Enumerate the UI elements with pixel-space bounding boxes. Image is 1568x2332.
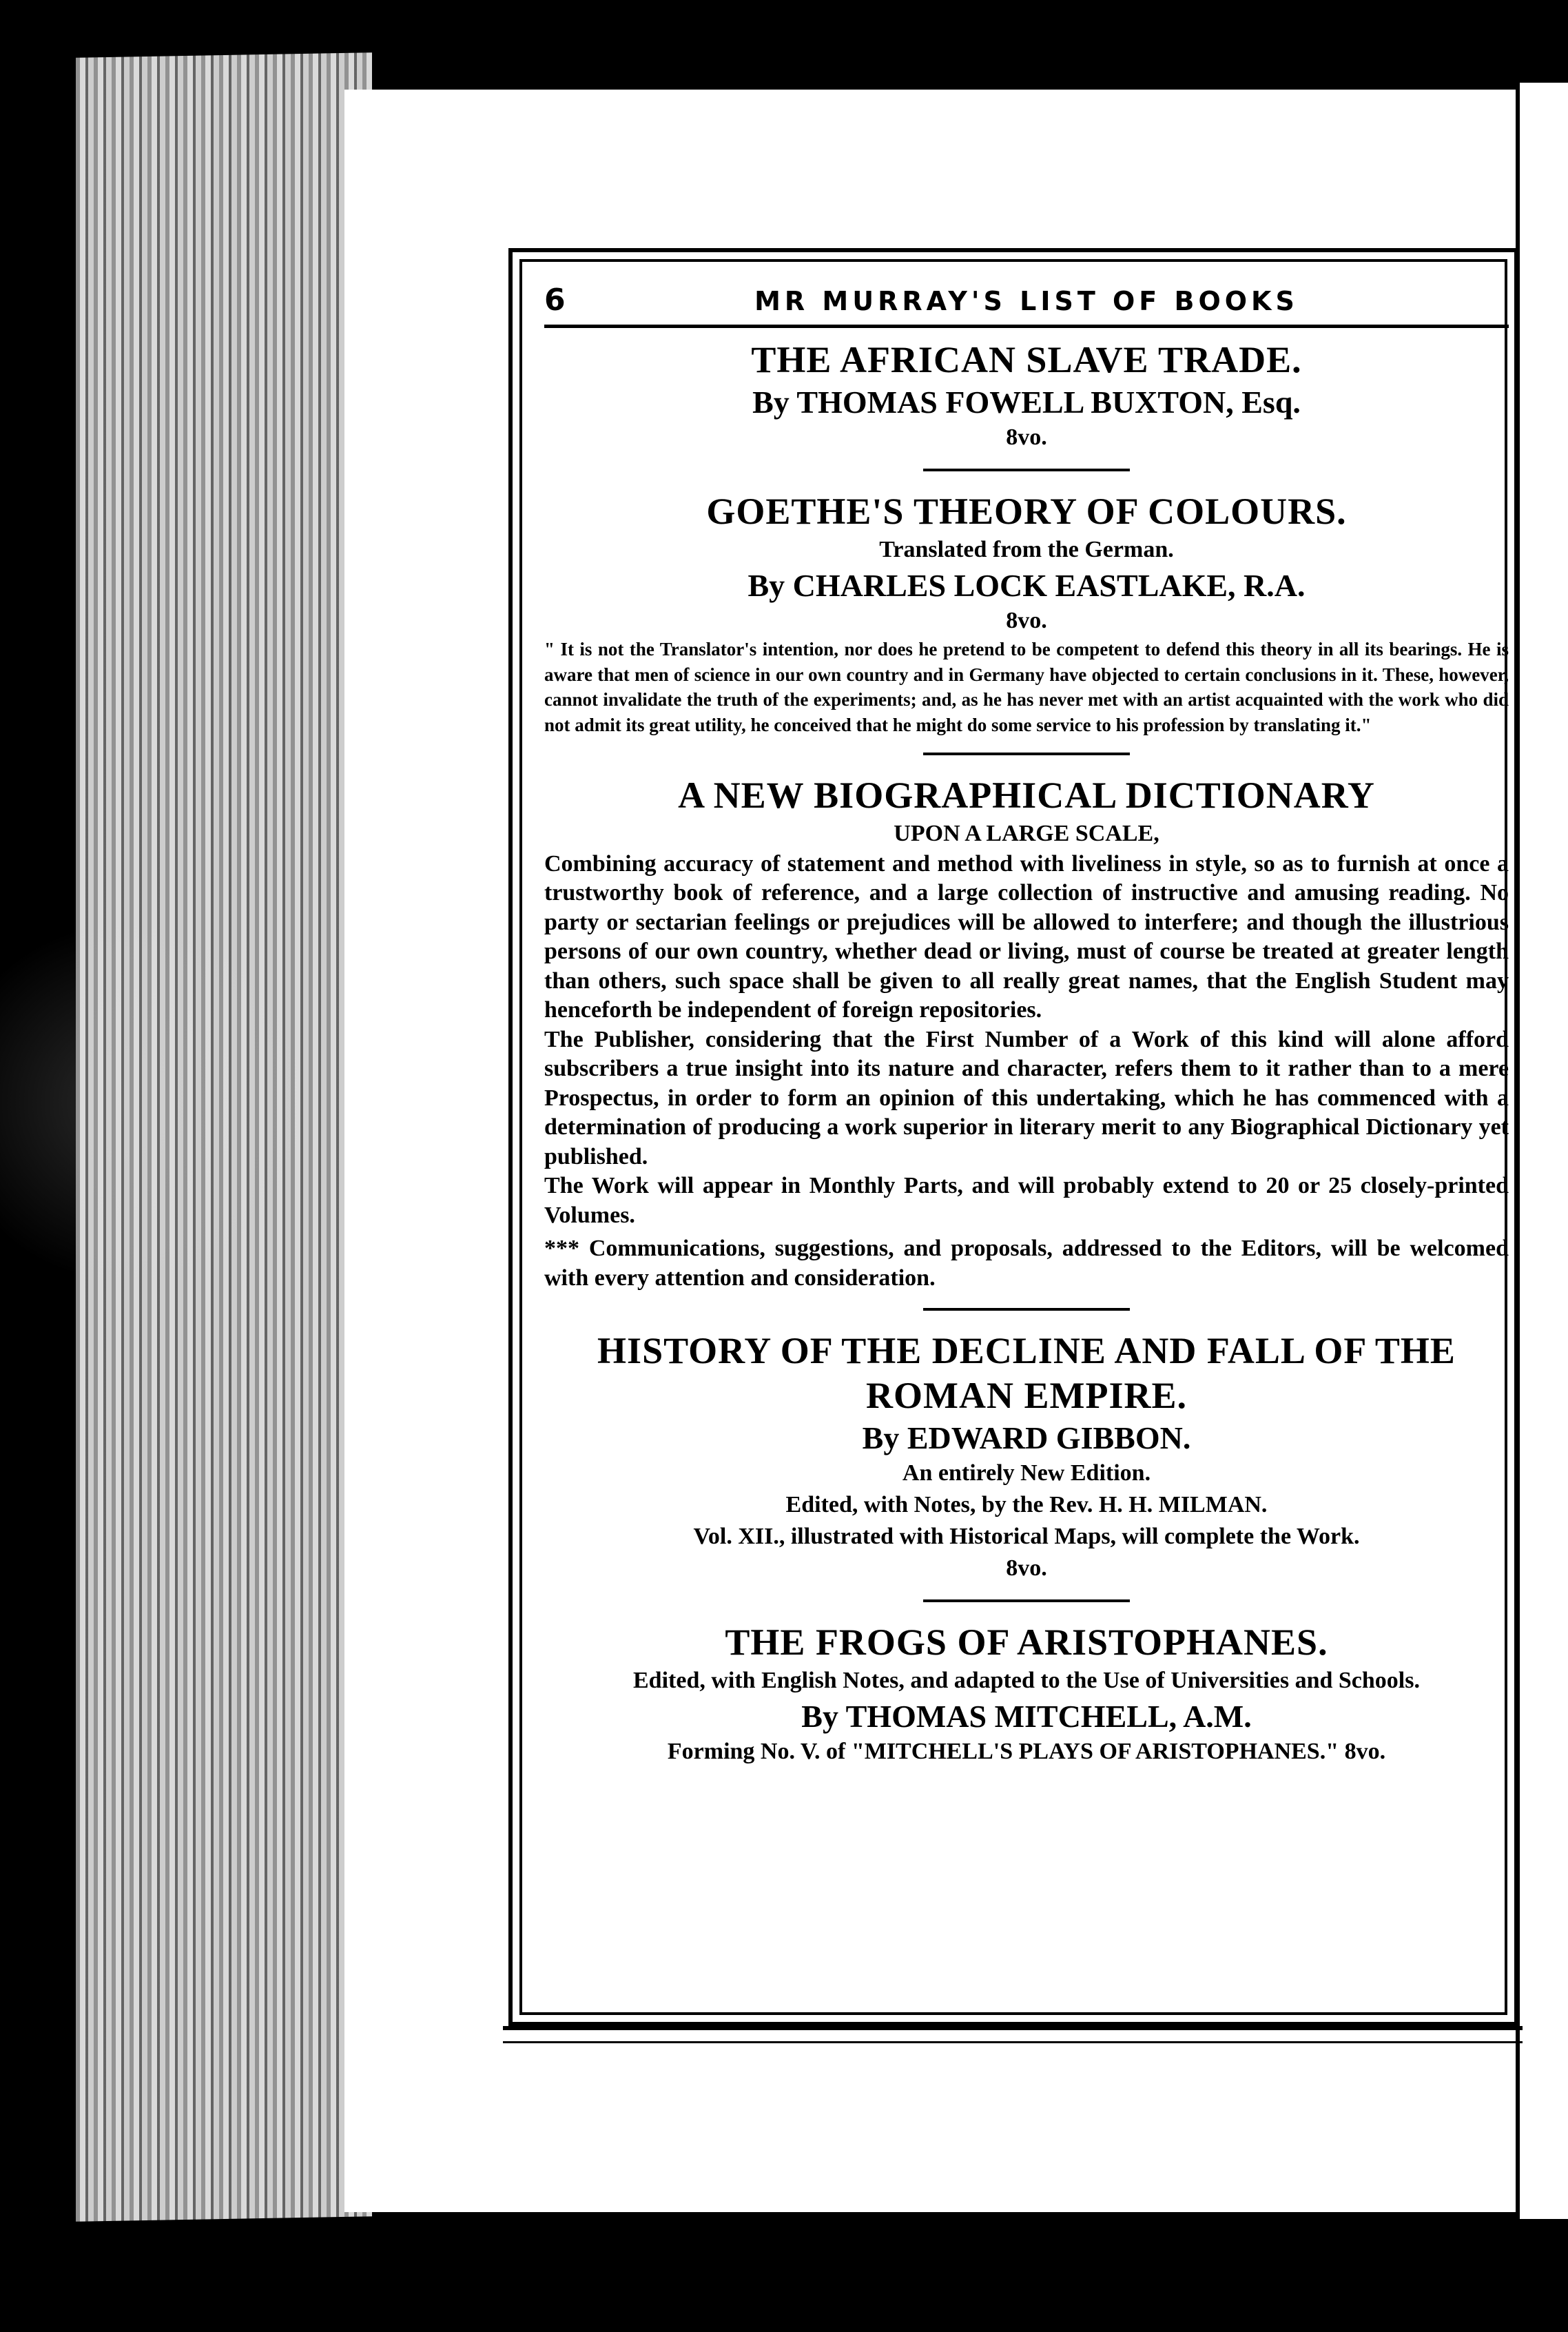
entry-paragraph: Combining accuracy of statement and method with liveliness in style, so as to furnish at once a trustworthy book of reference, and a large collection of instructive and amusing reading. No party or sectarian feelings or prejudices will be allowed to interfere; and though the illustrious persons of our own country, whether dead or living, must of course be treated at greater length than others, such space shall be given to all really great names, that the English Student may henceforth be independent of foreign repositories. xyxy=(544,850,1509,1023)
facing-page-edge xyxy=(1516,83,1568,2219)
entry-author: By EDWARD GIBBON. xyxy=(862,1420,1191,1455)
entry-subtitle: UPON A LARGE SCALE, xyxy=(894,820,1159,846)
entry-format: 8vo. xyxy=(1006,608,1047,634)
entry-title: A NEW BIOGRAPHICAL DICTIONARY xyxy=(678,775,1375,817)
entry-title: HISTORY OF THE DECLINE AND FALL OF THE ROMAN EMPIRE. xyxy=(597,1330,1456,1416)
running-title: MR MURRAY'S LIST OF BOOKS xyxy=(754,286,1299,316)
entry-title: GOETHE'S THEORY OF COLOURS. xyxy=(706,491,1347,533)
entry-author: By THOMAS MITCHELL, A.M. xyxy=(801,1698,1252,1734)
entry-frogs-of-aristophanes xyxy=(544,1620,1509,1768)
entry-paragraph: *** Communications, suggestions, and proposals, addressed to the Editors, will be welcomed with every attention and consideration. xyxy=(544,1236,1509,1291)
entry-subtitle: Edited, with English Notes, and adapted to the Use of Universities and Schools. xyxy=(633,1667,1420,1693)
entry-quote: " It is not the Translator's intention, nor does he pretend to be competent to defend this theory in all its bearings. He is aware that men of science in our own country and in Germany have objected to certain conclusions in it. These, however, cannot invalidate the truth of the experiments; and, as he has never met with an artist acquainted with the work who did not admit its great utility, he conceived that he might do some service to his profession by translating it." xyxy=(544,639,1509,735)
entry-author: By THOMAS FOWELL BUXTON, Esq. xyxy=(752,384,1301,420)
entry-title: THE AFRICAN SLAVE TRADE. xyxy=(751,339,1302,380)
divider-rule xyxy=(923,1599,1130,1602)
book-page-edges xyxy=(76,52,372,2222)
divider-rule xyxy=(923,469,1130,471)
advertisement-content xyxy=(544,283,1509,1768)
divider-rule xyxy=(923,753,1130,755)
bottom-border-rule xyxy=(503,2026,1523,2043)
entry-decline-and-fall xyxy=(544,1329,1509,1584)
page-number: 6 xyxy=(544,283,566,318)
entry-biographical-dictionary xyxy=(544,773,1509,1293)
entry-paragraph: The Publisher, considering that the First Number of a Work of this kind will alone afford subscribers a true insight into its nature and character, refers them to it rather than to a mere Prospectus, in order to form an opinion of this undertaking, which he has commenced with a determination of producing a work superior in literary merit to any Biographical Dictionary yet published. xyxy=(544,1026,1509,1169)
entry-line: Edited, with Notes, by the Rev. H. H. MILMAN. xyxy=(785,1492,1268,1518)
entry-line: 8vo. xyxy=(1006,1555,1047,1581)
entry-author: By CHARLES LOCK EASTLAKE, R.A. xyxy=(747,567,1306,603)
entry-goethe-theory xyxy=(544,489,1509,737)
running-header xyxy=(544,283,1509,328)
divider-rule xyxy=(923,1308,1130,1311)
entry-line: Vol. XII., illustrated with Historical Maps, will complete the Work. xyxy=(693,1524,1360,1550)
entry-paragraph: The Work will appear in Monthly Parts, and will probably extend to 20 or 25 closely-printed Volumes. xyxy=(544,1173,1509,1228)
entry-note: Forming No. V. of "MITCHELL'S PLAYS OF ARISTOPHANES." 8vo. xyxy=(667,1739,1386,1765)
entry-format: 8vo. xyxy=(1006,425,1047,451)
entry-line: An entirely New Edition. xyxy=(902,1460,1151,1486)
entry-title: THE FROGS OF ARISTOPHANES. xyxy=(725,1621,1328,1663)
entry-subtitle: Translated from the German. xyxy=(879,536,1174,562)
entry-african-slave-trade xyxy=(544,338,1509,453)
